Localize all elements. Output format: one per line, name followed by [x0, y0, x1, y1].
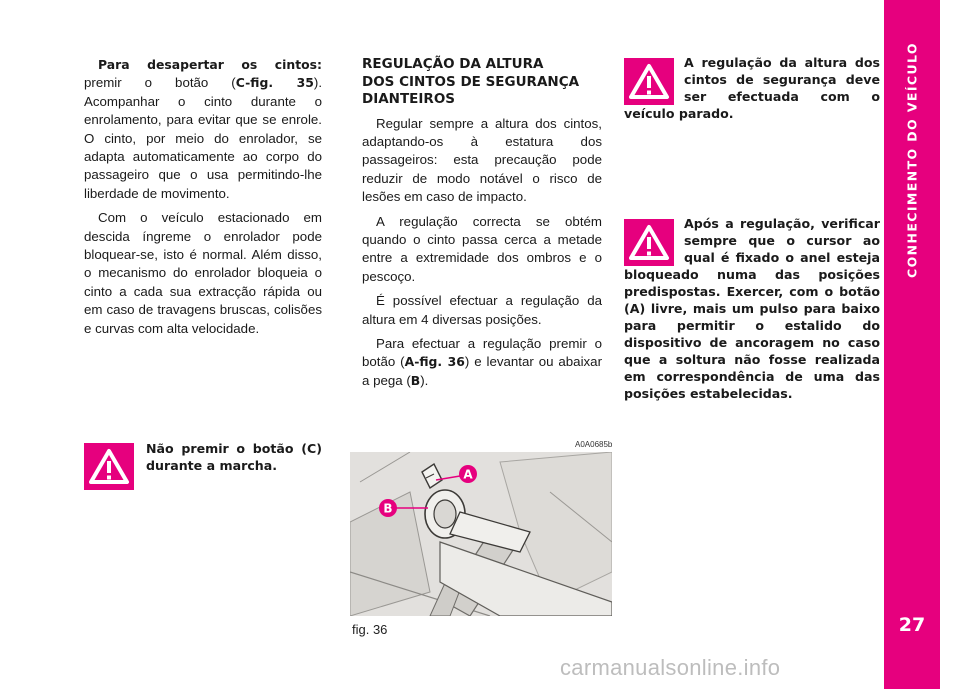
warning-dont-press-button: Não premir o botão (C) durante a marcha.: [146, 441, 322, 473]
warning-check-cursor: Após a regulação, verificar sempre que o cursor ao qual é fixado o anel esteja bloqueado numa das posições predispostas. Exercer, com o botão (A) livre, mais um pulso para baixo para permitir o estalido do dispositivo de ancoragem no caso que a soltura não fosse realizada em correspondência de uma das posições estabelecidas.: [624, 216, 880, 401]
figure-caption: fig. 36: [352, 622, 388, 637]
column-1: [84, 56, 322, 344]
section-sidebar: [884, 0, 940, 689]
seatbelt-height-adjuster-illustration: [350, 452, 612, 616]
warning-vehicle-stopped: A regulação da altura dos cintos de segurança deve ser efectuada com o veículo parado.: [624, 55, 880, 121]
paragraph-retractor: Com o veículo estacionado em descida íngreme o enrolador pode bloquear-se, isto é normal. Além disso, o mecanismo do enrolador bloqueia o cinto a cada sua extracção rápida ou em caso de travagens bruscas, colisões e curvas com alta velocidade.: [84, 210, 322, 336]
watermark: carmanualsonline.info: [560, 655, 781, 680]
warning-triangle-icon: [84, 443, 134, 490]
section-heading: REGULAÇÃO DA ALTURA DOS CINTOS DE SEGURANÇA DIANTEIROS: [362, 56, 580, 107]
figure-label-a: A: [463, 467, 473, 482]
figure-label-b: B: [383, 501, 393, 516]
paragraph-correct-position: A regulação correcta se obtém quando o cinto passa cerca a metade entre a extremidade dos ombros e o pescoço.: [362, 213, 602, 284]
page-number: 27: [898, 614, 926, 636]
section-title: CONHECIMENTO DO VEÍCULO: [904, 42, 920, 278]
paragraph-regulate: Regular sempre a altura dos cintos, adaptando-os à estatura dos passageiros: esta precaução pode reduzir de modo notável o risco de lesões em caso de impacto.: [362, 115, 602, 205]
paragraph-positions: É possível efectuar a regulação da altura em 4 diversas posições.: [362, 293, 602, 327]
paragraph-release-belts: Para desapertar os cintos: premir o botão (C-fig. 35). Acompanhar o cinto durante o enrolamento, para evitar que se enrole. O cinto, por meio do enrolador, se adapta automaticamente ao corpo do passageiro que o usa permitindo-lhe liberdade de movimento.: [84, 57, 323, 201]
column-2: [362, 56, 602, 396]
figure-code: A0A0685b: [575, 440, 613, 449]
paragraph-procedure: Para efectuar a regulação premir o botão (A-fig. 36) e levantar ou abaixar a pega (B).: [362, 335, 602, 388]
